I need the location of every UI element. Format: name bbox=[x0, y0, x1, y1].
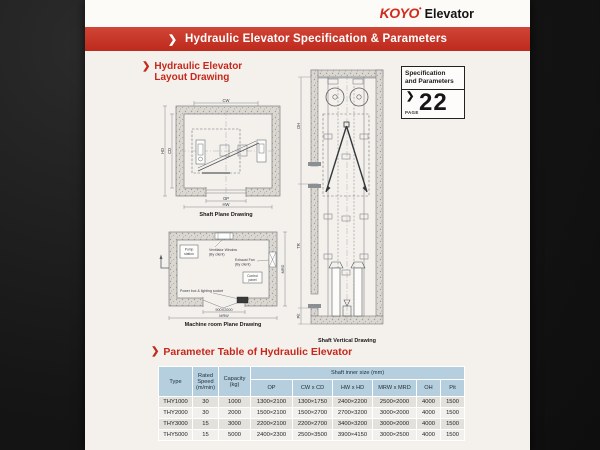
pump-station-label: station bbox=[184, 251, 194, 256]
table-cell: 1500×2100 bbox=[251, 408, 293, 419]
shaft-vertical-caption: Shaft Vertical Drawing bbox=[317, 338, 377, 344]
table-cell: 1000 bbox=[219, 397, 251, 408]
section-parameter-table-header bbox=[151, 346, 352, 358]
table-cell: 2000 bbox=[219, 408, 251, 419]
dim-label-cw: CW bbox=[222, 98, 230, 103]
col-header-speed-line: Rated bbox=[198, 372, 213, 379]
table-cell: 3000 bbox=[219, 419, 251, 430]
exhaust-fan-label: Exhaust Fan bbox=[235, 258, 255, 262]
col-header-capacity-line: (kg) bbox=[229, 381, 240, 388]
page-number-cell bbox=[402, 90, 464, 118]
top-logo-strip bbox=[85, 0, 530, 27]
table-cell: 1500 bbox=[441, 408, 465, 419]
col-header-speed-line: Speed bbox=[197, 378, 214, 385]
table-cell: 1500 bbox=[441, 430, 465, 441]
koyo-logo bbox=[380, 5, 474, 23]
dim-label-oh: OH bbox=[296, 122, 301, 130]
table-cell: 3000×2000 bbox=[373, 419, 417, 430]
shaft-plane-drawing bbox=[160, 98, 292, 210]
dim-label-tr: TR bbox=[296, 243, 301, 249]
table-cell: 30 bbox=[193, 397, 219, 408]
table-cell: 15 bbox=[193, 419, 219, 430]
machine-room-plane-drawing bbox=[151, 226, 295, 320]
table-cell: 1500 bbox=[441, 397, 465, 408]
table-cell: 4000 bbox=[417, 397, 441, 408]
table-cell: 2200×2700 bbox=[293, 419, 333, 430]
col-header-op: OP bbox=[251, 380, 293, 397]
title-banner bbox=[85, 27, 530, 51]
col-header-capacity bbox=[219, 367, 251, 397]
table-cell: 2500×3500 bbox=[293, 430, 333, 441]
ventilator-window-label: Ventilator Window bbox=[209, 248, 238, 252]
col-header-speed-line: (m/min) bbox=[196, 384, 215, 391]
table-cell: THY5000 bbox=[159, 430, 193, 441]
table-cell: 2400×2300 bbox=[251, 430, 293, 441]
table-cell: THY1000 bbox=[159, 397, 193, 408]
chevron-right-icon: ❯ bbox=[142, 61, 151, 72]
page-index-box bbox=[401, 66, 465, 119]
col-header-speed bbox=[193, 367, 219, 397]
table-cell: 3400×3200 bbox=[333, 419, 373, 430]
table-cell: THY3000 bbox=[159, 419, 193, 430]
col-header-oh: OH bbox=[417, 380, 441, 397]
table-cell: 30 bbox=[193, 408, 219, 419]
parameter-table bbox=[158, 366, 465, 441]
col-header-hwhd: HW x HD bbox=[333, 380, 373, 397]
col-header-pit: Pit bbox=[441, 380, 465, 397]
shaft-vertical-drawing bbox=[295, 66, 399, 336]
col-header-mrwmrd: MRW x MRD bbox=[373, 380, 417, 397]
chevron-right-icon: ❯ bbox=[167, 33, 178, 46]
section-layout-drawing-header bbox=[142, 61, 242, 83]
table-cell: 1500×2700 bbox=[293, 408, 333, 419]
dim-label-door: 900X2000 bbox=[215, 308, 233, 312]
table-row bbox=[159, 408, 465, 419]
dim-label-hd: HD bbox=[160, 147, 165, 155]
table-cell: 1300×2100 bbox=[251, 397, 293, 408]
ventilator-window-label: (By client) bbox=[209, 252, 225, 257]
logo-trademark-dot-icon: • bbox=[418, 4, 422, 13]
control-panel-label: panel bbox=[248, 278, 257, 282]
table-cell: 4000 bbox=[417, 419, 441, 430]
table-row bbox=[159, 397, 465, 408]
table-cell: 3000×2000 bbox=[373, 408, 417, 419]
section-parameter-table-title: Parameter Table of Hydraulic Elevator bbox=[163, 346, 353, 358]
col-header-type: Type bbox=[159, 367, 193, 397]
table-cell: THY2000 bbox=[159, 408, 193, 419]
table-row bbox=[159, 430, 465, 441]
page-index-caption-line1: Specification bbox=[405, 70, 446, 77]
page-index-caption bbox=[402, 67, 464, 90]
page-index-caption-line2: and Parameters bbox=[405, 78, 454, 85]
page-title: Hydraulic Elevator Specification & Parameters bbox=[185, 33, 448, 45]
table-cell: 2200×2100 bbox=[251, 419, 293, 430]
table-cell: 4000 bbox=[417, 408, 441, 419]
shaft-plane-caption: Shaft Plane Drawing bbox=[199, 212, 253, 218]
col-header-capacity-line: Capacity bbox=[223, 375, 246, 382]
table-cell: 4000 bbox=[417, 430, 441, 441]
table-cell: 2700×3200 bbox=[333, 408, 373, 419]
table-cell: 5000 bbox=[219, 430, 251, 441]
section-layout-drawing-title bbox=[154, 61, 242, 83]
exhaust-fan-label: (By client) bbox=[235, 262, 251, 267]
col-header-cwcd: CW x CD bbox=[293, 380, 333, 397]
table-row bbox=[159, 419, 465, 430]
col-header-shaft-size-group: Shaft inner size (mm) bbox=[251, 367, 465, 380]
table-cell: 1300×1750 bbox=[293, 397, 333, 408]
dim-label-mrw: MRW bbox=[219, 314, 229, 318]
dim-label-pit: Pit bbox=[296, 313, 301, 319]
table-cell: 1500 bbox=[441, 419, 465, 430]
dim-label-cd: CD bbox=[167, 147, 172, 155]
pump-station-label: Pump bbox=[184, 247, 194, 252]
dim-label-hw: HW bbox=[222, 202, 230, 207]
chevron-right-icon: ❯ bbox=[406, 91, 415, 102]
scanned-catalog-page bbox=[85, 0, 530, 450]
section-title-line1: Hydraulic Elevator bbox=[154, 61, 243, 72]
power-box-label: Power box & lighting socket bbox=[180, 289, 223, 293]
machine-room-caption: Machine room Plane Drawing bbox=[184, 322, 262, 328]
table-cell: 3900×4150 bbox=[333, 430, 373, 441]
logo-koyo-text: KOYO bbox=[379, 5, 419, 21]
table-cell: 15 bbox=[193, 430, 219, 441]
dim-label-mrd: MRD bbox=[281, 264, 285, 274]
table-cell: 2400×2200 bbox=[333, 397, 373, 408]
logo-elevator-text: Elevator bbox=[424, 7, 474, 21]
dim-label-op: OP bbox=[222, 196, 230, 201]
table-cell: 2500×2000 bbox=[373, 397, 417, 408]
chevron-right-icon: ❯ bbox=[151, 346, 160, 357]
page-label: PAGE bbox=[405, 110, 419, 115]
table-cell: 3000×2500 bbox=[373, 430, 417, 441]
page-number: 22 bbox=[419, 89, 448, 116]
control-panel-label: Control bbox=[247, 273, 258, 278]
section-title-line2: Layout Drawing bbox=[154, 72, 230, 83]
